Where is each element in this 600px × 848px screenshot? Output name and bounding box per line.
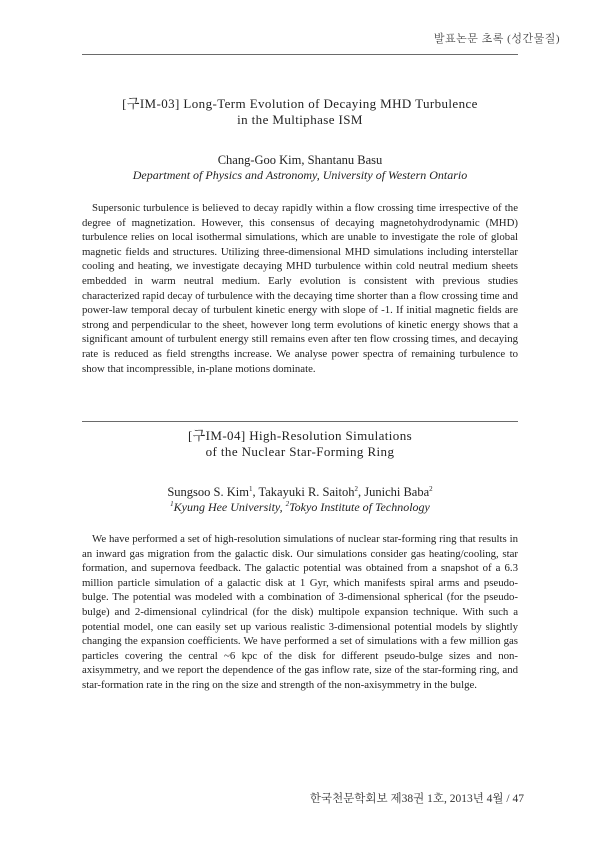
abstract-title-line2: of the Nuclear Star-Forming Ring bbox=[205, 444, 395, 459]
affil-name: Kyung Hee University, bbox=[173, 500, 283, 514]
affil-mark: 1 bbox=[170, 500, 174, 508]
abstract-authors: Chang-Goo Kim, Shantanu Basu bbox=[217, 153, 383, 167]
abstract-title bbox=[82, 428, 518, 460]
author-name: Junichi Baba bbox=[364, 485, 430, 499]
page-footer: 한국천문학회보 제38권 1호, 2013년 4월 / 47 bbox=[309, 793, 524, 805]
author-affil-mark: 1 bbox=[248, 484, 253, 493]
affil-mark: 2 bbox=[285, 500, 290, 508]
abstract-title-line1: [구IM-03] Long-Term Evolution of Decaying MHD Turbulence bbox=[122, 96, 478, 111]
abstract-affiliation bbox=[82, 500, 518, 515]
section-divider bbox=[82, 421, 518, 422]
abstract-affiliation: Department of Physics and Astronomy, University of Western Ontario bbox=[132, 168, 468, 182]
abstract-title bbox=[82, 96, 518, 128]
top-rule bbox=[82, 54, 518, 55]
author-affil-mark: 2 bbox=[354, 484, 358, 493]
abstract-im-04 bbox=[82, 428, 518, 703]
abstract-title-line1: [구IM-04] High-Resolution Simulations bbox=[187, 428, 413, 443]
running-head: 발표논문 초록 (성간물질) bbox=[433, 33, 560, 45]
abstract-body: Supersonic turbulence is believed to decay rapidly within a flow crossing time irrespective of the degree of magnetization. However, this consensus of decaying magnetohydrodynamic (MHD) turbulence relies on local isothermal simulations, which are unable to investigate the role of global magnetic fields and structures. Utilizing three-dimensional MHD simulations including interstellar cooling and heating, we investigate decaying MHD turbulence within cold neutral medium sheets embedded in warm neutral medium. Early evolution is consistent with previous studies characterized rapid decay of turbulence with the decaying time shorter than a flow crossing time and power-law temporal decay of turbulent kinetic energy with slope of -1. If initial magnetic fields are strong and perpendicular to the sheet, however long term evolutions of kinetic energy shows that a significant amount of turbulent energy still remains even after ten flow crossing times, and decaying rate is reduced as field strengths increase. We analyse power spectra of remaining turbulence to show that incompressible, in-plane motions dominate. bbox=[82, 202, 518, 375]
abstract-body: We have performed a set of high-resolution simulations of nuclear star-forming ring that results in an inward gas migration from the galactic disk. Our simulations consider gas heating/cooling, star formation, and supernova feedback. The galactic potential was obtained from a snapshot of a 6.3 million particle simulation of a galactic disk at 1 Gyr, which manifests spiral arms and pseudo-bulge. The potential was modeled with a combination of 3-dimensional spherical (for the pseudo-bulge) and 2-dimensional cylindrical (for the disk) multipole expansion technique. With such a potential model, one can easily set up various realistic 3-dimensional potential models by slightly changing the expansion coefficients. We have performed a set of simulations with a few million gas particles covering the central ~6 kpc of the disk for different pseudo-bulge sizes and non-axisymmetry, and we report the dependence of the gas inflow rate, size of the star-forming ring, and star-formation rate in the ring on the size and strength of the non-axisymmetry in the bulge. bbox=[82, 533, 518, 691]
abstract-authors: Sungsoo S. Kim$^1$, Takayuki R. Saitoh$^2$, Junichi Baba$^2$ bbox=[167, 484, 433, 499]
affil-name: Tokyo Institute of Technology bbox=[289, 500, 430, 514]
author-name: Takayuki R. Saitoh bbox=[258, 485, 355, 499]
abstract-title-line2: in the Multiphase ISM bbox=[237, 112, 363, 127]
author-affil-mark: 2 bbox=[429, 484, 433, 493]
author-name: Sungsoo S. Kim bbox=[167, 485, 249, 499]
abstract-im-03 bbox=[82, 96, 518, 387]
